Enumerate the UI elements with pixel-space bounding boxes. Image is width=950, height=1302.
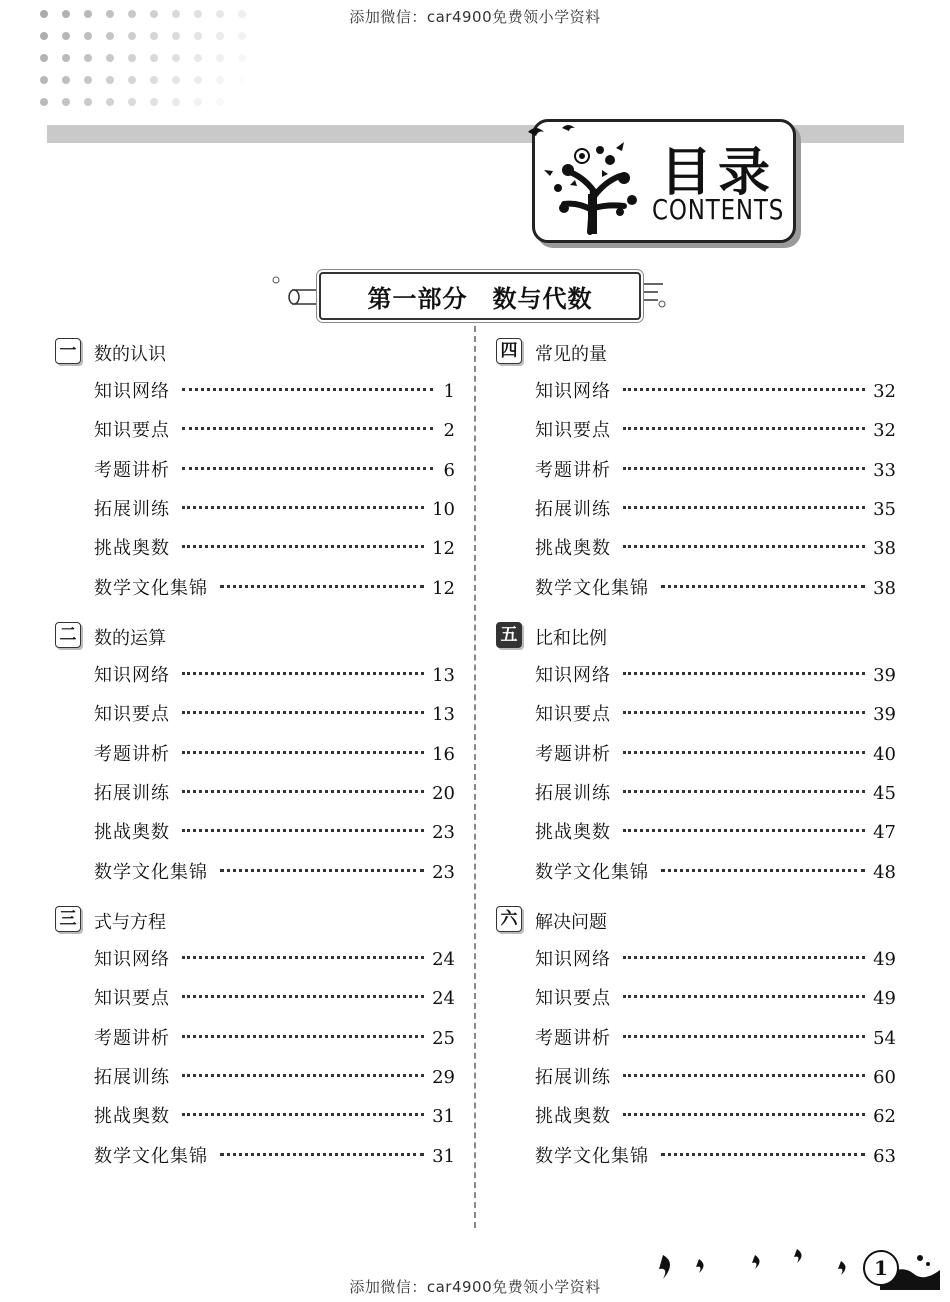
dot-leader [623, 711, 865, 714]
toc-entry-label: 考题讲析 [94, 1027, 170, 1049]
toc-entry-page: 25 [432, 1027, 455, 1049]
decorative-dot [40, 32, 48, 40]
toc-chapter [55, 333, 455, 617]
toc-entry[interactable] [535, 377, 896, 403]
toc-left-column [55, 333, 455, 1185]
decorative-dot [62, 98, 70, 106]
toc-entry[interactable] [94, 700, 455, 726]
decorative-dot [40, 54, 48, 62]
dot-leader [182, 751, 424, 754]
dot-leader [182, 427, 433, 430]
toc-entry[interactable] [94, 779, 455, 805]
toc-entry-label: 拓展训练 [535, 1066, 611, 1088]
watermark-bottom: 添加微信：car4900免费领小学资料 [349, 1278, 601, 1296]
toc-entry-page: 62 [873, 1106, 896, 1128]
toc-right-column [496, 333, 896, 1185]
toc-entry-page: 39 [873, 665, 896, 686]
chapter-title: 式与方程 [94, 912, 166, 933]
toc-entry-page: 60 [873, 1066, 896, 1088]
decorative-dot [62, 54, 70, 62]
decorative-dot [216, 32, 224, 40]
toc-entry-page: 47 [873, 822, 896, 844]
decorative-dot [238, 98, 246, 106]
dot-leader [182, 1035, 424, 1038]
part-title: 第一部分 数与代数 [367, 285, 593, 313]
decorative-dot [40, 76, 48, 84]
dot-leader [623, 388, 865, 391]
dot-leader [220, 1153, 424, 1156]
decorative-dot [40, 98, 48, 106]
decorative-dot [194, 76, 202, 84]
column-divider [474, 326, 476, 1228]
toc-entry-page: 48 [873, 861, 896, 883]
decorative-dot [128, 54, 136, 62]
toc-entry-page: 2 [443, 420, 455, 442]
toc-entry-page: 35 [873, 498, 896, 520]
toc-entry[interactable] [535, 1024, 896, 1050]
toc-entry-label: 挑战奥数 [94, 1106, 170, 1128]
decorative-dot [238, 54, 246, 62]
chapter-number-badge: 五 [496, 622, 522, 648]
decorative-dot [150, 32, 158, 40]
toc-entry-label: 拓展训练 [535, 498, 611, 520]
watermark-top: 添加微信：car4900免费领小学资料 [349, 8, 601, 26]
toc-entry[interactable] [94, 984, 455, 1010]
dot-leader [661, 1153, 865, 1156]
toc-entry-label: 知识要点 [535, 988, 611, 1010]
toc-entry[interactable] [94, 818, 455, 844]
toc-entry-label: 挑战奥数 [94, 822, 170, 844]
toc-entry-page: 13 [432, 704, 455, 726]
decorative-dot [128, 76, 136, 84]
decorative-dot [194, 32, 202, 40]
chapter-title: 比和比例 [535, 628, 607, 649]
toc-entry[interactable] [94, 858, 455, 884]
decorative-dot [128, 32, 136, 40]
toc-entry-label: 拓展训练 [94, 498, 170, 520]
toc-entry[interactable] [94, 495, 455, 521]
dot-leader [623, 427, 865, 430]
toc-entry-label: 知识要点 [94, 420, 170, 442]
decorative-dot [194, 10, 202, 18]
dot-leader [623, 995, 865, 998]
dot-leader [623, 1035, 865, 1038]
toc-entry[interactable] [535, 1063, 896, 1089]
toc-entry-page: 16 [432, 743, 455, 765]
toc-entry-page: 54 [873, 1027, 896, 1049]
toc-entry[interactable] [535, 416, 896, 442]
toc-entry-page: 6 [443, 459, 455, 481]
decorative-dot [238, 32, 246, 40]
chapter-title: 数的运算 [94, 628, 166, 649]
toc-entry-label: 挑战奥数 [535, 1106, 611, 1128]
toc-entry[interactable] [94, 574, 455, 600]
dot-leader [623, 672, 865, 675]
toc-chapter [496, 617, 896, 901]
toc-entry-label: 知识网络 [94, 949, 170, 970]
toc-entry[interactable] [535, 779, 896, 805]
decorative-dot [106, 10, 114, 18]
toc-entry-page: 24 [432, 949, 455, 970]
toc-entry-label: 挑战奥数 [535, 538, 611, 560]
toc-entry-label: 知识网络 [535, 381, 611, 402]
toc-entry-label: 数学文化集锦 [535, 577, 649, 599]
toc-entry-page: 20 [432, 782, 455, 804]
dot-leader [182, 388, 433, 391]
dot-leader [182, 545, 424, 548]
toc-entry-page: 1 [443, 381, 455, 402]
decorative-dot [216, 10, 224, 18]
toc-entry[interactable] [535, 984, 896, 1010]
decorative-dot [172, 98, 180, 106]
toc-entry-page: 63 [873, 1145, 896, 1167]
chapter-number-badge: 二 [55, 622, 81, 648]
toc-entry-label: 知识网络 [94, 381, 170, 402]
dot-leader [220, 585, 424, 588]
toc-entry-page: 23 [432, 822, 455, 844]
toc-entry[interactable] [94, 661, 455, 687]
decorative-dot [106, 54, 114, 62]
toc-entry[interactable] [535, 661, 896, 687]
contents-title-cn: 目录 [660, 143, 777, 203]
dot-leader [182, 995, 424, 998]
decorative-dot [216, 98, 224, 106]
decorative-dot [106, 98, 114, 106]
chapter-number-badge: 一 [55, 338, 81, 364]
toc-entry-label: 考题讲析 [535, 459, 611, 481]
toc-entry-page: 31 [432, 1106, 455, 1128]
toc-entry-label: 数学文化集锦 [94, 861, 208, 883]
decorative-dot [172, 32, 180, 40]
dot-leader [182, 829, 424, 832]
decorative-dot [172, 54, 180, 62]
toc-entry-label: 知识网络 [535, 949, 611, 970]
decorative-dot [106, 32, 114, 40]
toc-entry[interactable] [94, 1102, 455, 1128]
dot-leader [182, 467, 433, 470]
decorative-dot [62, 32, 70, 40]
dot-leader [182, 790, 424, 793]
toc-entry-page: 12 [432, 538, 455, 560]
chapter-number-badge: 三 [55, 906, 81, 932]
toc-entry-label: 知识网络 [94, 665, 170, 686]
decorative-dot [128, 10, 136, 18]
chapter-title: 解决问题 [535, 912, 607, 933]
toc-entry[interactable] [94, 1142, 455, 1168]
toc-entry[interactable] [535, 858, 896, 884]
toc-entry-label: 考题讲析 [94, 743, 170, 765]
toc-entry-page: 10 [432, 498, 455, 520]
toc-entry[interactable] [535, 1102, 896, 1128]
toc-entry[interactable] [94, 377, 455, 403]
toc-entry-page: 45 [873, 782, 896, 804]
tree-birds-icon [520, 120, 660, 240]
toc-entry[interactable] [535, 534, 896, 560]
toc-entry-label: 知识网络 [535, 665, 611, 686]
decorative-dot [194, 98, 202, 106]
toc-entry-label: 数学文化集锦 [94, 577, 208, 599]
decorative-dot [84, 10, 92, 18]
dot-leader [182, 956, 424, 959]
toc-entry-label: 考题讲析 [535, 743, 611, 765]
toc-entry[interactable] [535, 456, 896, 482]
chapter-title: 常见的量 [535, 344, 607, 365]
decorative-dot [62, 76, 70, 84]
toc-entry[interactable] [94, 740, 455, 766]
toc-entry-page: 23 [432, 861, 455, 883]
dot-leader [623, 545, 865, 548]
chapter-title: 数的认识 [94, 344, 166, 365]
dot-leader [220, 869, 424, 872]
decorative-dot [106, 76, 114, 84]
dot-leader [623, 829, 865, 832]
decorative-dot [150, 98, 158, 106]
toc-entry-page: 40 [873, 743, 896, 765]
dot-leader [182, 506, 424, 509]
toc-entry[interactable] [535, 495, 896, 521]
decorative-dot [238, 76, 246, 84]
toc-entry-page: 12 [432, 577, 455, 599]
decorative-dot [84, 98, 92, 106]
toc-entry-label: 拓展训练 [94, 1066, 170, 1088]
toc-entry-label: 知识要点 [94, 704, 170, 726]
decorative-dot [172, 76, 180, 84]
decorative-dot [84, 32, 92, 40]
toc-entry-label: 知识要点 [535, 704, 611, 726]
dot-leader [661, 585, 865, 588]
toc-entry[interactable] [535, 740, 896, 766]
contents-title-en: CONTENTS [652, 193, 785, 226]
toc-entry-label: 拓展训练 [94, 782, 170, 804]
toc-entry-page: 49 [873, 949, 896, 970]
dot-leader [623, 1074, 865, 1077]
toc-entry-label: 挑战奥数 [535, 822, 611, 844]
toc-entry-label: 知识要点 [94, 988, 170, 1010]
toc-chapter [496, 901, 896, 1185]
dot-leader [182, 1113, 424, 1116]
dot-leader [623, 956, 865, 959]
toc-entry[interactable] [535, 574, 896, 600]
toc-entry-page: 39 [873, 704, 896, 726]
toc-entry-label: 数学文化集锦 [94, 1145, 208, 1167]
toc-entry-page: 38 [873, 577, 896, 599]
decorative-dot [40, 10, 48, 18]
toc-entry[interactable] [94, 945, 455, 971]
decorative-dot [150, 54, 158, 62]
dot-leader [661, 869, 865, 872]
chapter-number-badge: 四 [496, 338, 522, 364]
toc-entry[interactable] [94, 1024, 455, 1050]
dot-leader [623, 790, 865, 793]
toc-entry[interactable] [535, 1142, 896, 1168]
decorative-dot [238, 10, 246, 18]
toc-entry-label: 拓展训练 [535, 782, 611, 804]
dot-leader [182, 672, 424, 675]
dot-leader [623, 1113, 865, 1116]
decorative-dot [150, 76, 158, 84]
toc-entry-label: 知识要点 [535, 420, 611, 442]
toc-entry-label: 数学文化集锦 [535, 861, 649, 883]
dot-leader [182, 1074, 424, 1077]
dot-leader [623, 467, 865, 470]
toc-entry[interactable] [94, 534, 455, 560]
toc-entry[interactable] [94, 456, 455, 482]
toc-entry[interactable] [94, 1063, 455, 1089]
toc-entry-page: 32 [873, 420, 896, 442]
toc-chapter [55, 617, 455, 901]
toc-entry-page: 31 [432, 1145, 455, 1167]
decorative-dot [84, 76, 92, 84]
decorative-dot [172, 10, 180, 18]
dot-leader [182, 711, 424, 714]
toc-entry-label: 考题讲析 [535, 1027, 611, 1049]
toc-entry-label: 挑战奥数 [94, 538, 170, 560]
toc-chapter [496, 333, 896, 617]
toc-entry[interactable] [94, 416, 455, 442]
toc-entry-page: 32 [873, 381, 896, 402]
toc-entry-page: 33 [873, 459, 896, 481]
decorative-dot [150, 10, 158, 18]
decorative-dot [194, 54, 202, 62]
toc-entry-page: 29 [432, 1066, 455, 1088]
decorative-dot [216, 76, 224, 84]
toc-entry-page: 38 [873, 538, 896, 560]
toc-entry[interactable] [535, 818, 896, 844]
dot-leader [623, 751, 865, 754]
toc-entry[interactable] [535, 700, 896, 726]
toc-entry-page: 49 [873, 988, 896, 1010]
decorative-dot [128, 98, 136, 106]
decorative-dot [84, 54, 92, 62]
toc-entry-label: 考题讲析 [94, 459, 170, 481]
decorative-dot [216, 54, 224, 62]
toc-entry-page: 24 [432, 988, 455, 1010]
page-number-badge: 1 [863, 1250, 899, 1286]
toc-entry-page: 13 [432, 665, 455, 686]
decorative-dot [62, 10, 70, 18]
chapter-number-badge: 六 [496, 906, 522, 932]
toc-entry[interactable] [535, 945, 896, 971]
toc-entry-label: 数学文化集锦 [535, 1145, 649, 1167]
dot-leader [623, 506, 865, 509]
toc-chapter [55, 901, 455, 1185]
